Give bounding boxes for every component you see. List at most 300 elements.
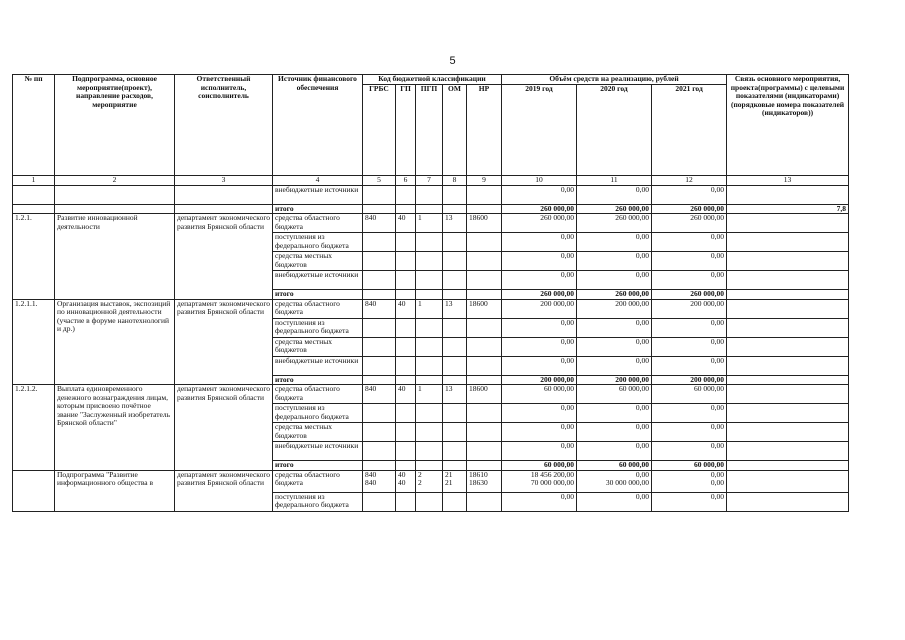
row-source: внебюджетные источники [273,185,363,204]
amount-v2021 [652,290,727,300]
code-pgp [416,470,443,492]
amount-value: 0,00 [635,470,650,479]
row-indicator-link [727,299,849,318]
amount-value: 0,00 [710,441,725,450]
amount-value: 0,00 [560,441,575,450]
column-number-row [13,176,849,186]
amount-value: 260 000,00 [690,204,725,213]
amount-value: 260 000,00 [615,213,650,222]
code-pgp [416,356,443,375]
code-value: 13 [445,384,453,393]
amount-v2021 [652,252,727,271]
code-value: 18610 [469,470,488,479]
code-om [443,404,467,423]
code-value: 2 [418,470,422,479]
header-gp: ГП [396,85,416,176]
code-grbs [363,290,396,300]
amount-v2019 [502,385,577,404]
amount-value: 260 000,00 [690,289,725,298]
column-number: 10 [502,176,577,186]
header-num: № пп [13,75,55,176]
header-row [13,75,849,85]
table-row [13,214,849,233]
amount-value: 0,00 [710,356,725,365]
code-np [467,185,502,204]
row-source: поступления из федерального бюджета [273,318,363,337]
header-np: НР [467,85,502,176]
row-indicator-link [727,185,849,204]
column-number: 6 [396,176,416,186]
code-gp [396,492,416,511]
code-om [443,337,467,356]
amount-v2020 [577,356,652,375]
column-number: 3 [175,176,273,186]
code-value: 840 [365,299,377,308]
amount-value: 0,00 [635,403,650,412]
row-source: итого [273,290,363,300]
column-number: 5 [363,176,396,186]
amount-v2021 [652,442,727,461]
code-grbs [363,271,396,290]
amount-v2019 [502,423,577,442]
amount-value: 0,00 [710,185,725,194]
code-np [467,204,502,214]
code-np [467,492,502,511]
row-source: итого [273,461,363,471]
code-gp [396,271,416,290]
code-np [467,442,502,461]
row-indicator-link [727,356,849,375]
amount-v2021 [652,375,727,385]
table-row [13,185,849,204]
amount-value: 0,00 [560,492,575,501]
amount-value: 0,00 [710,337,725,346]
code-om [443,252,467,271]
amount-v2020 [577,318,652,337]
code-om [443,423,467,442]
amount-value: 200 000,00 [540,299,575,308]
amount-v2020 [577,271,652,290]
amount-v2019 [502,356,577,375]
header-2021: 2021 год [652,85,727,176]
code-np [467,299,502,318]
amount-v2020 [577,252,652,271]
code-value: 1 [418,299,422,308]
code-value: 840 [365,213,377,222]
column-number: 1 [13,176,55,186]
row-source: средства местных бюджетов [273,337,363,356]
code-np [467,461,502,471]
row-indicator-link [727,423,849,442]
row-source: средства местных бюджетов [273,252,363,271]
amount-value: 0,00 [635,185,650,194]
header-link: Связь основного мероприятия, проекта(программы) с целевыми показателями (индикаторами) (порядковые номера показателей (индикаторов)) [727,75,849,176]
code-gp [396,423,416,442]
amount-value: 60 000,00 [544,460,575,469]
code-om [443,204,467,214]
amount-v2019 [502,290,577,300]
amount-v2019 [502,252,577,271]
amount-value: 18 456 200,00 [530,470,575,479]
code-value: 1 [418,384,422,393]
code-np [467,423,502,442]
amount-value: 0,00 [635,270,650,279]
row-program-name: Развитие инновационной деятельности [55,214,175,300]
amount-v2021 [652,299,727,318]
column-number: 11 [577,176,652,186]
code-gp [396,461,416,471]
column-number: 12 [652,176,727,186]
code-om [443,214,467,233]
code-om [443,461,467,471]
row-indicator-link [727,233,849,252]
code-np [467,375,502,385]
code-grbs [363,185,396,204]
header-volume-group: Объём средств на реализацию, рублей [502,75,727,85]
code-om [443,492,467,511]
amount-value: 0,00 [710,422,725,431]
amount-value: 60 000,00 [619,384,650,393]
amount-value: 0,00 [560,403,575,412]
row-source: средства областного бюджета [273,470,363,492]
amount-v2020 [577,290,652,300]
code-gp [396,337,416,356]
row-indicator-link [727,337,849,356]
amount-v2019 [502,470,577,492]
code-value: 840 [365,478,377,487]
amount-value: 60 000,00 [694,460,725,469]
code-om [443,233,467,252]
amount-v2020 [577,337,652,356]
code-gp [396,442,416,461]
code-value: 18600 [469,299,488,308]
amount-v2019 [502,492,577,511]
row-number: 1.2.1. [13,214,55,300]
code-np [467,470,502,492]
budget-table [12,74,849,512]
amount-value: 260 000,00 [615,289,650,298]
code-grbs [363,492,396,511]
amount-v2020 [577,214,652,233]
row-source: поступления из федерального бюджета [273,233,363,252]
code-value: 40 [398,478,406,487]
amount-v2019 [502,271,577,290]
code-np [467,385,502,404]
code-np [467,252,502,271]
amount-v2019 [502,337,577,356]
amount-v2019 [502,214,577,233]
amount-value: 0,00 [710,470,725,479]
code-grbs [363,385,396,404]
code-pgp [416,185,443,204]
code-value: 1 [418,213,422,222]
row-indicator-link [727,492,849,511]
row-executor: департамент экономического развития Брянской области [175,470,273,511]
row-indicator-link [727,470,849,492]
row-source: итого [273,375,363,385]
amount-v2020 [577,385,652,404]
amount-value: 0,00 [635,251,650,260]
code-om [443,290,467,300]
amount-value: 0,00 [560,422,575,431]
amount-value: 0,00 [635,441,650,450]
amount-value: 200 000,00 [615,375,650,384]
row-source: средства местных бюджетов [273,423,363,442]
row-number: 1.2.1.2. [13,385,55,471]
amount-v2020 [577,233,652,252]
code-np [467,404,502,423]
amount-value: 0,00 [710,478,725,487]
amount-value: 200 000,00 [540,375,575,384]
code-grbs [363,318,396,337]
code-grbs [363,470,396,492]
amount-v2020 [577,404,652,423]
row-number [13,470,55,511]
code-om [443,185,467,204]
amount-v2020 [577,470,652,492]
code-pgp [416,233,443,252]
code-pgp [416,404,443,423]
amount-value: 0,00 [710,492,725,501]
amount-value: 260 000,00 [690,213,725,222]
code-gp [396,356,416,375]
row-indicator-link [727,385,849,404]
amount-v2021 [652,204,727,214]
amount-value: 0,00 [560,185,575,194]
row-executor [175,185,273,204]
code-grbs [363,356,396,375]
code-gp [396,375,416,385]
code-value: 13 [445,299,453,308]
row-indicator-link [727,461,849,471]
code-gp [396,318,416,337]
row-program-name: Подпрограмма "Развитие информационного общества в [55,470,175,511]
code-gp [396,290,416,300]
code-grbs [363,375,396,385]
row-number [13,204,55,214]
code-pgp [416,442,443,461]
header-2019: 2019 год [502,85,577,176]
code-gp [396,233,416,252]
amount-value: 0,00 [560,318,575,327]
amount-v2019 [502,233,577,252]
header-program: Подпрограмма, основное мероприятие(проект), направление расходов, мероприятие [55,75,175,176]
amount-v2021 [652,461,727,471]
amount-v2021 [652,271,727,290]
code-pgp [416,337,443,356]
amount-v2019 [502,375,577,385]
row-source: внебюджетные источники [273,356,363,375]
amount-v2020 [577,461,652,471]
amount-value: 60 000,00 [544,384,575,393]
amount-value: 0,00 [710,251,725,260]
amount-v2019 [502,318,577,337]
row-program-name: Организация выставок, экспозиций по инновационной деятельности (участие в форуме нанотехнологий и др.) [55,299,175,385]
code-pgp [416,271,443,290]
code-np [467,214,502,233]
row-executor: департамент экономического развития Брянской области [175,299,273,385]
code-pgp [416,461,443,471]
code-grbs [363,204,396,214]
row-executor: департамент экономического развития Брянской области [175,385,273,471]
code-value: 18600 [469,384,488,393]
amount-v2020 [577,375,652,385]
code-value: 840 [365,470,377,479]
row-indicator-link [727,252,849,271]
code-gp [396,204,416,214]
amount-value: 260 000,00 [540,213,575,222]
code-value: 840 [365,384,377,393]
code-om [443,385,467,404]
amount-value: 260 000,00 [615,204,650,213]
amount-value: 0,00 [635,492,650,501]
amount-value: 200 000,00 [690,299,725,308]
row-program-name [55,185,175,204]
amount-v2021 [652,423,727,442]
amount-v2021 [652,214,727,233]
amount-v2019 [502,461,577,471]
code-pgp [416,299,443,318]
code-gp [396,470,416,492]
code-om [443,271,467,290]
code-pgp [416,318,443,337]
code-gp [396,385,416,404]
code-pgp [416,492,443,511]
amount-v2021 [652,470,727,492]
header-budget-code-group: Код бюджетной классификации [363,75,502,85]
row-number [13,185,55,204]
code-value: 21 [445,470,453,479]
amount-value: 0,00 [560,337,575,346]
row-indicator-link [727,290,849,300]
code-np [467,271,502,290]
code-gp [396,185,416,204]
code-grbs [363,214,396,233]
column-number: 7 [416,176,443,186]
code-om [443,318,467,337]
amount-value: 0,00 [560,270,575,279]
code-grbs [363,337,396,356]
amount-value: 200 000,00 [690,375,725,384]
amount-v2019 [502,442,577,461]
code-value: 18630 [469,478,488,487]
row-number: 1.2.1.1. [13,299,55,385]
header-2020: 2020 год [577,85,652,176]
amount-value: 60 000,00 [694,384,725,393]
row-indicator-link [727,214,849,233]
column-number: 8 [443,176,467,186]
code-grbs [363,423,396,442]
code-pgp [416,423,443,442]
row-source: поступления из федерального бюджета [273,404,363,423]
column-number: 4 [273,176,363,186]
amount-v2020 [577,423,652,442]
table-row [13,470,849,492]
row-source: итого [273,204,363,214]
amount-value: 0,00 [710,318,725,327]
table-row [13,204,849,214]
amount-v2020 [577,299,652,318]
amount-value: 30 000 000,00 [605,478,650,487]
code-om [443,299,467,318]
amount-v2020 [577,442,652,461]
amount-value: 60 000,00 [619,460,650,469]
row-program-name: Выплата единовременного денежного вознаграждения лицам, которым присвоено почётное звание "Заслуженный изобретатель Брянской области" [55,385,175,471]
code-value: 40 [398,299,406,308]
code-value: 40 [398,213,406,222]
amount-v2021 [652,385,727,404]
amount-v2019 [502,404,577,423]
code-grbs [363,299,396,318]
page-number: 5 [449,55,456,67]
header-executor: Ответственный исполнитель, соисполнитель [175,75,273,176]
header-pgp: ПГП [416,85,443,176]
code-value: 2 [418,478,422,487]
amount-v2020 [577,185,652,204]
amount-value: 260 000,00 [540,289,575,298]
amount-v2019 [502,204,577,214]
code-pgp [416,290,443,300]
code-value: 40 [398,384,406,393]
row-source: средства областного бюджета [273,299,363,318]
code-gp [396,404,416,423]
code-gp [396,252,416,271]
code-pgp [416,385,443,404]
amount-v2021 [652,492,727,511]
table-row [13,385,849,404]
code-gp [396,299,416,318]
amount-value: 0,00 [560,232,575,241]
amount-v2019 [502,299,577,318]
code-om [443,375,467,385]
code-om [443,442,467,461]
code-value: 13 [445,213,453,222]
code-grbs [363,252,396,271]
amount-v2021 [652,404,727,423]
row-source: поступления из федерального бюджета [273,492,363,511]
code-om [443,470,467,492]
amount-v2021 [652,356,727,375]
row-executor: департамент экономического развития Брянской области [175,214,273,300]
row-indicator-link [727,375,849,385]
row-indicator-link [727,442,849,461]
amount-v2019 [502,185,577,204]
amount-value: 0,00 [710,232,725,241]
code-om [443,356,467,375]
code-np [467,318,502,337]
code-np [467,337,502,356]
column-number: 13 [727,176,849,186]
table-row [13,299,849,318]
code-np [467,233,502,252]
row-source: средства областного бюджета [273,385,363,404]
amount-v2020 [577,204,652,214]
row-indicator-link [727,318,849,337]
amount-v2021 [652,337,727,356]
code-gp [396,214,416,233]
amount-value: 260 000,00 [540,204,575,213]
amount-value: 0,00 [635,318,650,327]
header-om: ОМ [443,85,467,176]
code-grbs [363,461,396,471]
amount-value: 0,00 [710,403,725,412]
code-pgp [416,375,443,385]
amount-value: 0,00 [560,251,575,260]
code-grbs [363,404,396,423]
row-executor [175,204,273,214]
code-grbs [363,233,396,252]
column-number: 2 [55,176,175,186]
